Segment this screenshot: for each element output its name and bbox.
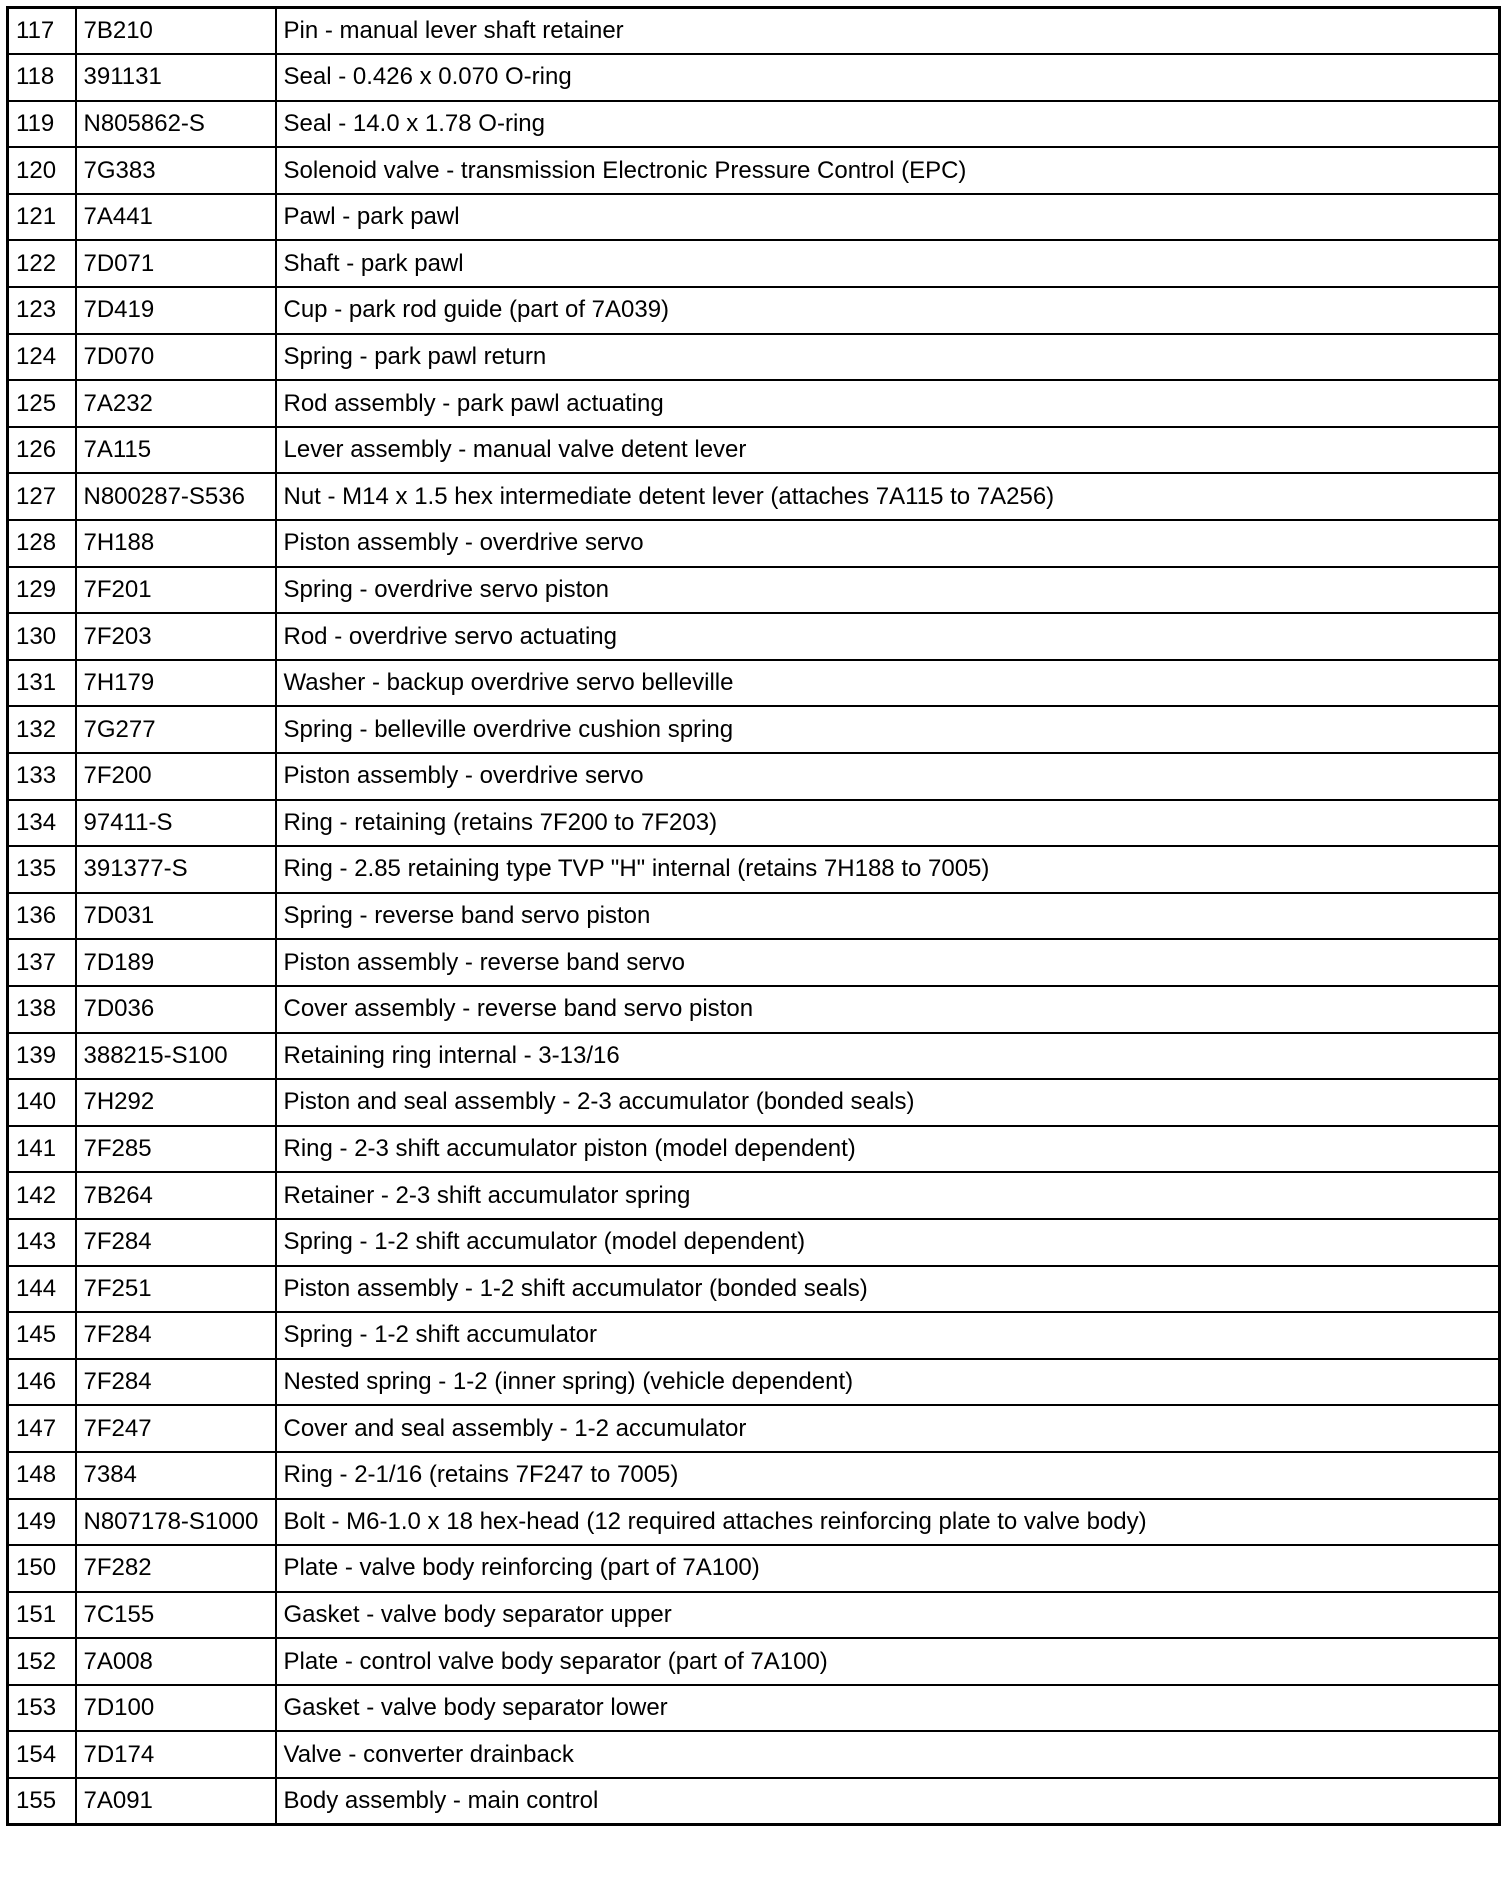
description-cell: Spring - park pawl return	[276, 334, 1500, 381]
item-number-cell: 127	[8, 473, 76, 520]
part-number-cell: 7D071	[76, 240, 276, 287]
description-cell: Plate - valve body reinforcing (part of 7A100)	[276, 1545, 1500, 1592]
part-number-cell: 7H292	[76, 1079, 276, 1126]
part-number-cell: 7D189	[76, 939, 276, 986]
part-number-cell: 391131	[76, 54, 276, 101]
part-number-cell: 7B264	[76, 1172, 276, 1219]
part-number-cell: 7F284	[76, 1219, 276, 1266]
item-number-cell: 154	[8, 1731, 76, 1778]
item-number-cell: 141	[8, 1126, 76, 1173]
part-number-cell: 7F284	[76, 1312, 276, 1359]
item-number-cell: 137	[8, 939, 76, 986]
part-number-cell: 7A091	[76, 1778, 276, 1825]
part-number-cell: 97411-S	[76, 800, 276, 847]
table-row	[8, 893, 1500, 940]
part-number-cell: 7F251	[76, 1266, 276, 1313]
item-number-cell: 126	[8, 427, 76, 474]
table-row	[8, 1452, 1500, 1499]
part-number-cell: 7G383	[76, 147, 276, 194]
description-cell: Seal - 0.426 x 0.070 O-ring	[276, 54, 1500, 101]
table-row	[8, 287, 1500, 334]
part-number-cell: N807178-S1000	[76, 1499, 276, 1546]
item-number-cell: 146	[8, 1359, 76, 1406]
part-number-cell: 7H188	[76, 520, 276, 567]
table-row	[8, 567, 1500, 614]
description-cell: Pin - manual lever shaft retainer	[276, 8, 1500, 55]
table-row	[8, 8, 1500, 55]
table-row	[8, 1778, 1500, 1825]
part-number-cell: 7F247	[76, 1405, 276, 1452]
item-number-cell: 140	[8, 1079, 76, 1126]
part-number-cell: 7A232	[76, 380, 276, 427]
part-number-cell: 7D031	[76, 893, 276, 940]
description-cell: Spring - belleville overdrive cushion spring	[276, 706, 1500, 753]
description-cell: Solenoid valve - transmission Electronic Pressure Control (EPC)	[276, 147, 1500, 194]
description-cell: Piston assembly - reverse band servo	[276, 939, 1500, 986]
item-number-cell: 122	[8, 240, 76, 287]
table-row	[8, 660, 1500, 707]
part-number-cell: N805862-S	[76, 101, 276, 148]
parts-table-body	[8, 8, 1500, 1825]
table-row	[8, 520, 1500, 567]
item-number-cell: 150	[8, 1545, 76, 1592]
item-number-cell: 133	[8, 753, 76, 800]
description-cell: Ring - retaining (retains 7F200 to 7F203)	[276, 800, 1500, 847]
part-number-cell: 7D036	[76, 986, 276, 1033]
part-number-cell: 7F201	[76, 567, 276, 614]
description-cell: Shaft - park pawl	[276, 240, 1500, 287]
item-number-cell: 138	[8, 986, 76, 1033]
table-row	[8, 1079, 1500, 1126]
part-number-cell: 7F285	[76, 1126, 276, 1173]
item-number-cell: 135	[8, 846, 76, 893]
description-cell: Nested spring - 1-2 (inner spring) (vehicle dependent)	[276, 1359, 1500, 1406]
table-row	[8, 54, 1500, 101]
table-row	[8, 706, 1500, 753]
table-row	[8, 147, 1500, 194]
description-cell: Washer - backup overdrive servo belleville	[276, 660, 1500, 707]
description-cell: Piston and seal assembly - 2-3 accumulator (bonded seals)	[276, 1079, 1500, 1126]
item-number-cell: 123	[8, 287, 76, 334]
description-cell: Pawl - park pawl	[276, 194, 1500, 241]
item-number-cell: 120	[8, 147, 76, 194]
part-number-cell: 7A008	[76, 1638, 276, 1685]
item-number-cell: 147	[8, 1405, 76, 1452]
description-cell: Piston assembly - overdrive servo	[276, 520, 1500, 567]
table-row	[8, 939, 1500, 986]
item-number-cell: 124	[8, 334, 76, 381]
description-cell: Retainer - 2-3 shift accumulator spring	[276, 1172, 1500, 1219]
part-number-cell: 7B210	[76, 8, 276, 55]
item-number-cell: 152	[8, 1638, 76, 1685]
table-row	[8, 1312, 1500, 1359]
part-number-cell: 7D100	[76, 1685, 276, 1732]
description-cell: Cover and seal assembly - 1-2 accumulator	[276, 1405, 1500, 1452]
description-cell: Spring - 1-2 shift accumulator	[276, 1312, 1500, 1359]
item-number-cell: 143	[8, 1219, 76, 1266]
description-cell: Plate - control valve body separator (part of 7A100)	[276, 1638, 1500, 1685]
item-number-cell: 121	[8, 194, 76, 241]
description-cell: Spring - overdrive servo piston	[276, 567, 1500, 614]
table-row	[8, 1405, 1500, 1452]
table-row	[8, 1592, 1500, 1639]
part-number-cell: 7G277	[76, 706, 276, 753]
description-cell: Gasket - valve body separator lower	[276, 1685, 1500, 1732]
description-cell: Rod assembly - park pawl actuating	[276, 380, 1500, 427]
table-row	[8, 1219, 1500, 1266]
description-cell: Bolt - M6-1.0 x 18 hex-head (12 required attaches reinforcing plate to valve body)	[276, 1499, 1500, 1546]
part-number-cell: 7D419	[76, 287, 276, 334]
description-cell: Cover assembly - reverse band servo piston	[276, 986, 1500, 1033]
item-number-cell: 128	[8, 520, 76, 567]
description-cell: Ring - 2-3 shift accumulator piston (model dependent)	[276, 1126, 1500, 1173]
description-cell: Piston assembly - 1-2 shift accumulator (bonded seals)	[276, 1266, 1500, 1313]
table-row	[8, 1685, 1500, 1732]
description-cell: Valve - converter drainback	[276, 1731, 1500, 1778]
description-cell: Retaining ring internal - 3-13/16	[276, 1033, 1500, 1080]
table-row	[8, 240, 1500, 287]
part-number-cell: 7F203	[76, 613, 276, 660]
table-row	[8, 380, 1500, 427]
part-number-cell: 7D070	[76, 334, 276, 381]
table-row	[8, 101, 1500, 148]
table-row	[8, 1126, 1500, 1173]
item-number-cell: 125	[8, 380, 76, 427]
item-number-cell: 136	[8, 893, 76, 940]
description-cell: Nut - M14 x 1.5 hex intermediate detent lever (attaches 7A115 to 7A256)	[276, 473, 1500, 520]
item-number-cell: 139	[8, 1033, 76, 1080]
item-number-cell: 132	[8, 706, 76, 753]
table-row	[8, 1359, 1500, 1406]
table-row	[8, 846, 1500, 893]
part-number-cell: 7D174	[76, 1731, 276, 1778]
item-number-cell: 130	[8, 613, 76, 660]
description-cell: Body assembly - main control	[276, 1778, 1500, 1825]
description-cell: Piston assembly - overdrive servo	[276, 753, 1500, 800]
part-number-cell: 7F200	[76, 753, 276, 800]
description-cell: Seal - 14.0 x 1.78 O-ring	[276, 101, 1500, 148]
table-row	[8, 334, 1500, 381]
item-number-cell: 145	[8, 1312, 76, 1359]
item-number-cell: 117	[8, 8, 76, 55]
item-number-cell: 153	[8, 1685, 76, 1732]
table-row	[8, 473, 1500, 520]
description-cell: Ring - 2-1/16 (retains 7F247 to 7005)	[276, 1452, 1500, 1499]
table-row	[8, 1499, 1500, 1546]
table-row	[8, 194, 1500, 241]
item-number-cell: 151	[8, 1592, 76, 1639]
table-row	[8, 1545, 1500, 1592]
part-number-cell: 7H179	[76, 660, 276, 707]
description-cell: Rod - overdrive servo actuating	[276, 613, 1500, 660]
table-row	[8, 800, 1500, 847]
part-number-cell: 7A115	[76, 427, 276, 474]
part-number-cell: 388215-S100	[76, 1033, 276, 1080]
part-number-cell: 391377-S	[76, 846, 276, 893]
description-cell: Lever assembly - manual valve detent lever	[276, 427, 1500, 474]
item-number-cell: 119	[8, 101, 76, 148]
item-number-cell: 131	[8, 660, 76, 707]
item-number-cell: 134	[8, 800, 76, 847]
table-row	[8, 427, 1500, 474]
parts-table	[6, 6, 1501, 1826]
part-number-cell: 7384	[76, 1452, 276, 1499]
part-number-cell: 7A441	[76, 194, 276, 241]
table-row	[8, 986, 1500, 1033]
description-cell: Gasket - valve body separator upper	[276, 1592, 1500, 1639]
item-number-cell: 144	[8, 1266, 76, 1313]
table-row	[8, 1172, 1500, 1219]
item-number-cell: 155	[8, 1778, 76, 1825]
description-cell: Spring - 1-2 shift accumulator (model dependent)	[276, 1219, 1500, 1266]
item-number-cell: 149	[8, 1499, 76, 1546]
item-number-cell: 129	[8, 567, 76, 614]
description-cell: Ring - 2.85 retaining type TVP "H" internal (retains 7H188 to 7005)	[276, 846, 1500, 893]
table-row	[8, 1731, 1500, 1778]
part-number-cell: 7C155	[76, 1592, 276, 1639]
description-cell: Cup - park rod guide (part of 7A039)	[276, 287, 1500, 334]
item-number-cell: 142	[8, 1172, 76, 1219]
item-number-cell: 148	[8, 1452, 76, 1499]
table-row	[8, 1033, 1500, 1080]
description-cell: Spring - reverse band servo piston	[276, 893, 1500, 940]
table-row	[8, 1638, 1500, 1685]
item-number-cell: 118	[8, 54, 76, 101]
table-row	[8, 753, 1500, 800]
part-number-cell: 7F282	[76, 1545, 276, 1592]
table-row	[8, 1266, 1500, 1313]
table-row	[8, 613, 1500, 660]
part-number-cell: N800287-S536	[76, 473, 276, 520]
part-number-cell: 7F284	[76, 1359, 276, 1406]
